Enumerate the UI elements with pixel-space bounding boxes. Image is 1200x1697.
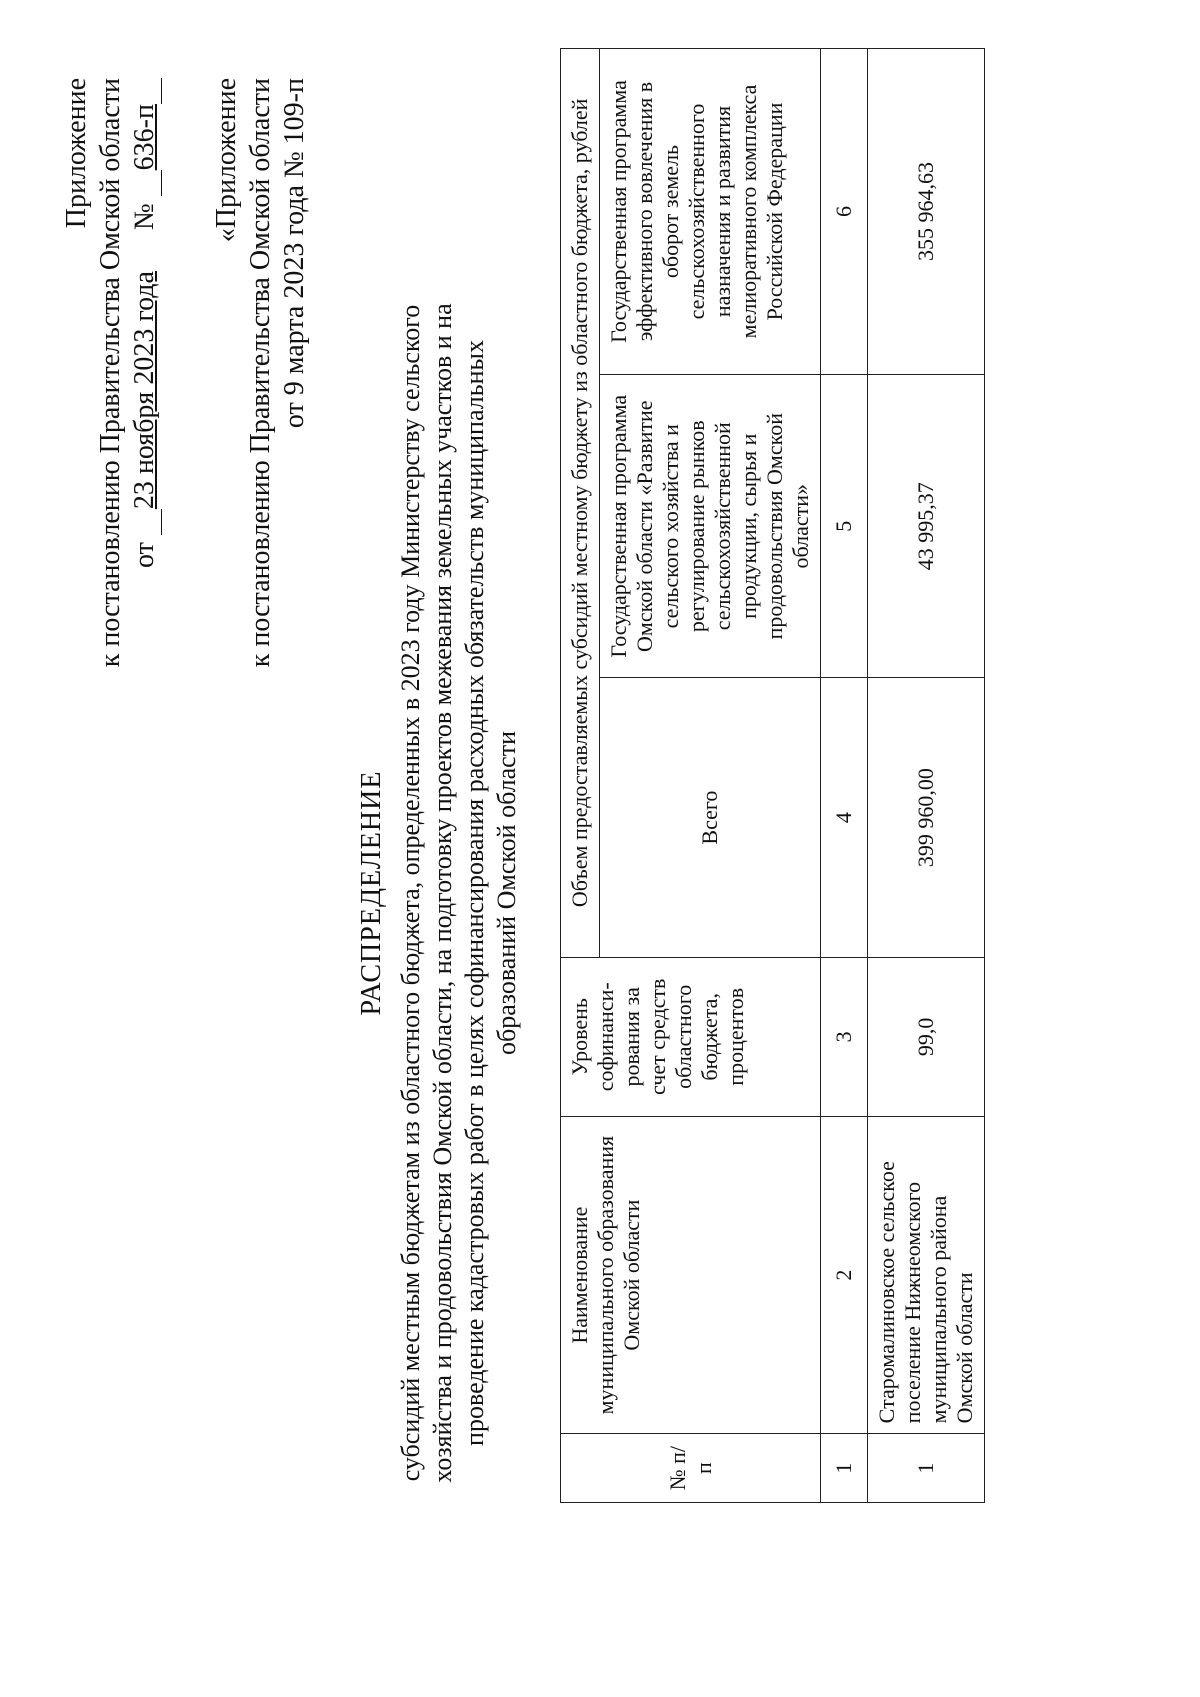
previous-appendix-label: «Приложение	[211, 78, 242, 243]
row-num: 1	[868, 1434, 985, 1503]
column-number-row	[821, 49, 868, 1503]
header-volume: Объем предоставляемых субсидий местному бюджету из областного бюджета, рублей	[561, 49, 600, 958]
column-number: 2	[821, 1116, 868, 1433]
previous-resolution-line: к постановлению Правительства Омской области	[245, 78, 276, 668]
from-label: от	[129, 542, 160, 569]
appendix-resolution-line: к постановлению Правительства Омской области	[95, 78, 126, 668]
header-name: Наименование муниципального образования Омской области	[561, 1116, 821, 1433]
header-level: Уровень софинанси-рования за счет средств областного бюджета, процентов	[561, 957, 821, 1116]
column-number: 4	[821, 678, 868, 957]
resolution-date: 23 ноября 2023 года	[129, 271, 160, 510]
row-level: 99,0	[868, 957, 985, 1116]
appendix-date-line	[128, 78, 162, 667]
appendix-header	[60, 78, 162, 667]
distribution-table	[560, 48, 985, 1503]
document-page	[0, 48, 1200, 1648]
previous-resolution-date: от 9 марта 2023 года № 109-п	[279, 78, 310, 429]
row-name: Старомалиновское сельское поселение Нижнеомского муниципального района Омской области	[868, 1116, 985, 1433]
row-total: 399 960,00	[868, 678, 985, 957]
table-row	[868, 49, 985, 1503]
document-title: РАСПРЕДЕЛЕНИЕ	[356, 770, 387, 1016]
resolution-number: 636-п	[129, 104, 160, 171]
document-subtitle: субсидий местным бюджетам из областного бюджета, определенных в 2023 году Министерству сельского хозяйства и продовольствия Омской области, на подготовку проектов межевания земельных участков и на проведение кадастровых работ в целях софинансирования расходных обязательств муниципальных образований Омской области	[396, 303, 521, 1483]
header-num: № п/п	[561, 1434, 821, 1503]
column-number: 1	[821, 1434, 868, 1503]
appendix-label: Приложение	[61, 78, 92, 229]
column-number: 5	[821, 375, 868, 678]
row-program2: 355 964,63	[868, 49, 985, 375]
table-header-row	[561, 49, 600, 1503]
header-program2: Государственная программа эффективного вовлечения в оборот земель сельскохозяйственного назначения и развития мелиоративного комплекса Российской Федерации	[600, 49, 821, 375]
column-number: 3	[821, 957, 868, 1116]
header-total: Всего	[600, 678, 821, 957]
header-program1: Государственная программа Омской области «Развитие сельского хозяйства и регулирование рынков сельскохозяйственной продукции, сырья и продовольствия Омской области»	[600, 375, 821, 678]
column-number: 6	[821, 49, 868, 375]
number-label: №	[129, 203, 160, 231]
previous-appendix-header	[210, 78, 312, 667]
title-block	[355, 168, 523, 1618]
row-program1: 43 995,37	[868, 375, 985, 678]
